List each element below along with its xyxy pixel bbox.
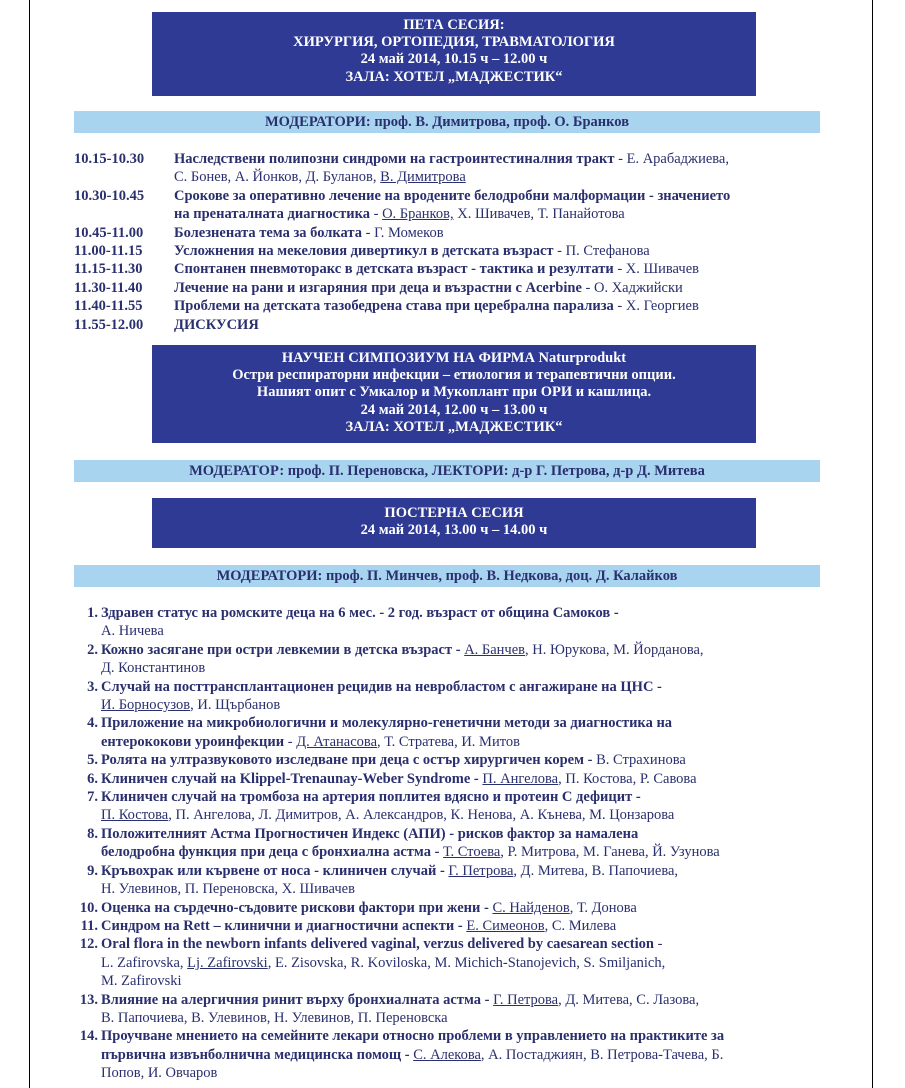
talk-time: 10.30-10.45 <box>74 187 145 204</box>
talk-time: 11.15-11.30 <box>74 261 143 278</box>
poster-title: Кожно засягане при остри левкемии в детска възраст - <box>101 641 465 658</box>
poster-line <box>101 622 854 640</box>
poster-item <box>74 862 854 899</box>
poster-title: ентерококови уроинфекции <box>101 733 285 750</box>
poster-line <box>101 788 854 806</box>
talk-row: 11.00-11.15 Усложнения на мекеловия дивертикул в детската възраст - П. Стефанова <box>74 243 650 260</box>
session5-date: 24 май 2014, 10.15 ч – 12.00 ч <box>360 51 548 68</box>
poster-line <box>101 1027 854 1045</box>
talk-row: 11.40-11.55 Проблеми на детската тазобедрена става при церебрална парализа - Х. Георгиев <box>74 298 699 315</box>
poster-number: 11. <box>80 917 98 934</box>
poster-presenter: П. Ангелова <box>482 770 559 787</box>
session5-hall: ЗАЛА: ХОТЕЛ „МАДЖЕСТИК“ <box>345 68 563 85</box>
poster-authors: L. Zafirovska, <box>101 954 188 971</box>
poster-authors: , Н. Юрукова, М. Йорданова, <box>525 641 704 658</box>
poster-number: 13. <box>79 991 98 1008</box>
poster-presenter: Т. Стоева <box>443 844 501 861</box>
symposium-date: 24 май 2014, 12.00 ч – 13.00 ч <box>360 401 548 418</box>
poster-title: Oral flora in the newborn infants delivered vaginal, verzus delivered by caesarean section <box>101 936 654 953</box>
talk-time: 10.45-11.00 <box>74 224 144 241</box>
talk-authors: Х. Шивачев <box>625 261 699 278</box>
poster-item <box>74 714 854 751</box>
talk-title: на пренаталната диагностика <box>174 206 370 223</box>
poster-authors: , И. Щърбанов <box>190 697 281 714</box>
talk-authors: Х. Георгиев <box>625 298 699 315</box>
talk-row: 11.30-11.40 Лечение на рани и изгаряния при деца и възрастни с Acerbine - О. Хаджийски <box>74 279 683 296</box>
poster-authors: , Т. Стратева, И. Митов <box>377 733 520 750</box>
poster-title: ПОСТЕРНА СЕСИЯ <box>384 505 524 521</box>
poster-number: 7. <box>87 789 98 806</box>
poster-authors: , П. Костова, Р. Савова <box>558 770 697 787</box>
symposium-subtitle: Нашият опит с Умкалор и Мукоплант при ОРИ и кашлица. <box>256 384 652 401</box>
talk-row <box>74 316 854 334</box>
poster-authors: Попов, И. Овчаров <box>101 1065 218 1082</box>
poster-line <box>101 972 854 990</box>
session5-title: ПЕТА СЕСИЯ: <box>403 17 505 33</box>
talk-title: Срокове за оперативно лечение на вродените белодробни малформации - значението <box>174 187 731 204</box>
talk-time: 11.00-11.15 <box>74 243 143 260</box>
talk-time: 10.15-10.30 <box>74 151 145 167</box>
poster-title: Влияние на алергичния ринит върху бронхиалната астма - <box>101 991 494 1008</box>
poster-number: 14. <box>79 1028 98 1045</box>
poster-line <box>101 1046 854 1064</box>
symposium-title: НАУЧЕН СИМПОЗИУМ НА ФИРМА Naturprodukt <box>281 350 627 366</box>
poster-line <box>101 899 854 917</box>
talk-row: 10.45-11.00 Болезнената тема за болката - Г. Момеков <box>74 224 444 241</box>
poster-line <box>101 1009 854 1027</box>
poster-line <box>101 659 854 677</box>
talk-time: 11.40-11.55 <box>74 298 143 315</box>
poster-presenter: А. Банчев <box>464 641 526 658</box>
talk-presenter: О. Бранков, <box>382 206 454 223</box>
poster-title: Здравен статус на ромските деца на 6 мес. - 2 год. възраст от община Самоков - <box>101 605 619 621</box>
symposium-hall: ЗАЛА: ХОТЕЛ „МАДЖЕСТИК“ <box>345 418 563 435</box>
poster-presenter: П. Костова <box>101 807 169 824</box>
poster-item <box>74 825 854 862</box>
poster-item <box>74 917 854 935</box>
session5-program <box>74 150 854 334</box>
poster-title: първична извънболнична медицинска помощ - <box>101 1046 414 1063</box>
poster-authors: , Д. Митева, С. Лазова, <box>558 991 700 1008</box>
poster-item <box>74 641 854 678</box>
poster-line <box>101 862 854 880</box>
poster-line <box>101 954 854 972</box>
poster-item <box>74 935 854 990</box>
poster-number: 10. <box>79 899 98 916</box>
poster-line <box>101 696 854 714</box>
poster-presenter: Lj. Zafirovski <box>187 954 268 971</box>
talk-title: ДИСКУСИЯ <box>174 316 259 333</box>
poster-date: 24 май 2014, 13.00 ч – 14.00 ч <box>360 522 548 539</box>
poster-title: Клиничен случай на тромбоза на артерия поплитея вдясно и протеин С дефицит - <box>101 789 641 806</box>
talk-time: 11.55-12.00 <box>74 316 144 333</box>
talk-row: 10.15-10.30 Наследствени полипозни синдроми на гастроинтестиналния тракт - Е. Арабаджиева, С. Бонев, А. Йонков, Д. Буланов, В. Димитрова <box>74 151 729 186</box>
right-border <box>872 0 873 1088</box>
poster-title: Кръвохрак или кървене от носа - клиничен случай - <box>101 862 449 879</box>
session5-topic: ХИРУРГИЯ, ОРТОПЕДИЯ, ТРАВМАТОЛОГИЯ <box>293 34 615 51</box>
poster-item <box>74 604 854 641</box>
poster-line <box>101 604 854 622</box>
session5-banner <box>152 12 756 96</box>
poster-number: 5. <box>87 752 98 769</box>
poster-title: Приложение на микробиологични и молекулярно-генетични методи за диагностика на <box>101 715 673 732</box>
poster-number: 9. <box>87 862 98 879</box>
poster-line <box>101 880 854 898</box>
talk-authors: П. Стефанова <box>565 243 650 260</box>
talk-title: Спонтанен пневмоторакс в детската възраст - тактика и резултати <box>174 261 614 278</box>
poster-line <box>101 1064 854 1082</box>
poster-item <box>74 770 854 788</box>
poster-number: 4. <box>87 715 98 732</box>
talk-row: 10.30-10.45 Срокове за оперативно лечение на вродените белодробни малформации - значението на пренаталната диагностика - О. Бранков, Х. Шивачев, Т. Панайотова <box>74 187 854 224</box>
poster-number: 1. <box>87 605 98 621</box>
poster-authors: А. Ничева <box>101 623 164 640</box>
poster-title: белодробна функция при деца с бронхиална астма - <box>101 844 444 861</box>
poster-title: Клиничен случай на Klippel-Trenaunay-Weber Syndrome - <box>101 770 483 787</box>
left-border <box>29 0 30 1088</box>
poster-presenter: С. Алекова <box>413 1046 481 1063</box>
poster-title: Оценка на сърдечно-съдовите рискови фактори при жени - <box>101 899 493 916</box>
poster-line <box>101 641 854 659</box>
talk-authors: С. Бонев, А. Йонков, Д. Буланов, <box>174 169 377 186</box>
poster-authors: Д. Константинов <box>101 660 206 677</box>
talk-authors: О. Хаджийски <box>593 279 683 296</box>
poster-line <box>101 991 854 1009</box>
poster-line <box>101 935 854 953</box>
poster-authors: , П. Ангелова, Л. Димитров, А. Александров, К. Ненова, А. Кънева, М. Цонзарова <box>168 807 675 824</box>
poster-line <box>101 806 854 824</box>
poster-presenter: Е. Симеонов <box>466 917 545 934</box>
poster-authors: В. Страхинова <box>596 752 686 769</box>
poster-title: Случай на посттрансплантационен рецидив на невробластом с ангажиране на ЦНС - <box>101 678 662 695</box>
poster-title: Положителният Астма Прогностичен Индекс (АПИ) - рисков фактор за намалена <box>101 825 639 842</box>
poster-authors: , Д. Митева, В. Папочиева, <box>513 862 679 879</box>
talk-authors: Х. Шивачев, Т. Панайотова <box>457 206 625 223</box>
session5-moderators: МОДЕРАТОРИ: проф. В. Димитрова, проф. О. Бранков <box>74 111 820 133</box>
poster-authors: M. Zafirovski <box>101 973 182 990</box>
poster-presenter: Г. Петрова <box>448 862 514 879</box>
poster-banner <box>152 498 756 548</box>
poster-line <box>101 917 854 935</box>
talk-authors: Г. Момеков <box>374 224 444 241</box>
poster-authors: , А. Постаджиян, В. Петрова-Тачева, Б. <box>480 1046 724 1063</box>
poster-item <box>74 899 854 917</box>
poster-number: 12. <box>79 936 98 953</box>
poster-presenter: Г. Петрова <box>493 991 559 1008</box>
poster-authors: , Р. Митрова, М. Ганева, Й. Узунова <box>500 844 720 861</box>
poster-number: 6. <box>87 770 98 787</box>
talk-title: Болезнената тема за болката <box>174 224 362 241</box>
poster-line <box>101 843 854 861</box>
poster-line <box>101 751 854 769</box>
poster-number: 8. <box>87 825 98 842</box>
talk-presenter: В. Димитрова <box>380 169 466 186</box>
poster-authors: , Т. Донова <box>569 899 637 916</box>
symposium-topic: Остри респираторни инфекции – етиология и терапевтични опции. <box>232 367 676 384</box>
poster-title: Ролята на ултразвуковото изследване при деца с остър хирургичен корем - <box>101 752 597 769</box>
poster-authors: - <box>284 733 297 750</box>
poster-item <box>74 751 854 769</box>
talk-title: Проблеми на детската тазобедрена става при церебрална парализа <box>174 298 614 315</box>
poster-item <box>74 788 854 825</box>
poster-list <box>74 604 854 1083</box>
poster-item <box>74 1027 854 1082</box>
poster-authors: Н. Улевинов, П. Переновска, Х. Шивачев <box>101 881 355 898</box>
poster-authors: - <box>653 936 663 953</box>
poster-number: 2. <box>87 641 98 658</box>
symposium-moderators: МОДЕРАТОР: проф. П. Переновска, ЛЕКТОРИ: д-р Г. Петрова, д-р Д. Митева <box>74 460 820 482</box>
poster-moderators: МОДЕРАТОРИ: проф. П. Минчев, проф. В. Недкова, доц. Д. Калайков <box>74 565 820 587</box>
poster-line <box>101 770 854 788</box>
poster-presenter: И. Борносузов <box>101 697 191 714</box>
talk-row: 11.15-11.30 Спонтанен пневмоторакс в детската възраст - тактика и резултати - Х. Шивачев <box>74 261 699 278</box>
poster-presenter: Д. Атанасова <box>296 733 378 750</box>
poster-line <box>101 678 854 696</box>
talk-title: Лечение на рани и изгаряния при деца и възрастни с Acerbine <box>174 279 582 296</box>
poster-presenter: С. Найденов <box>492 899 570 916</box>
poster-item <box>74 678 854 715</box>
poster-item <box>74 991 854 1028</box>
poster-line <box>101 733 854 751</box>
poster-line <box>101 714 854 732</box>
talk-authors: Е. Арабаджиева, <box>626 151 729 167</box>
talk-title: Усложнения на мекеловия дивертикул в детската възраст <box>174 243 554 260</box>
symposium-banner <box>152 345 756 443</box>
talk-time: 11.30-11.40 <box>74 279 143 296</box>
poster-line <box>101 825 854 843</box>
poster-authors: В. Папочиева, В. Улевинов, Н. Улевинов, П. Переновска <box>101 1009 448 1026</box>
poster-title: Проучване мнението на семейните лекари относно проблеми в управлението на практиките за <box>101 1028 725 1045</box>
poster-number: 3. <box>87 678 98 695</box>
talk-title: Наследствени полипозни синдроми на гастроинтестиналния тракт <box>174 151 615 167</box>
poster-authors: , С. Милева <box>544 917 617 934</box>
poster-authors: , E. Zisovska, R. Koviloska, M. Michich-Stanojevich, S. Smiljanich, <box>267 954 666 971</box>
poster-title: Синдром на Rett – клинични и диагностични аспекти - <box>101 917 467 934</box>
